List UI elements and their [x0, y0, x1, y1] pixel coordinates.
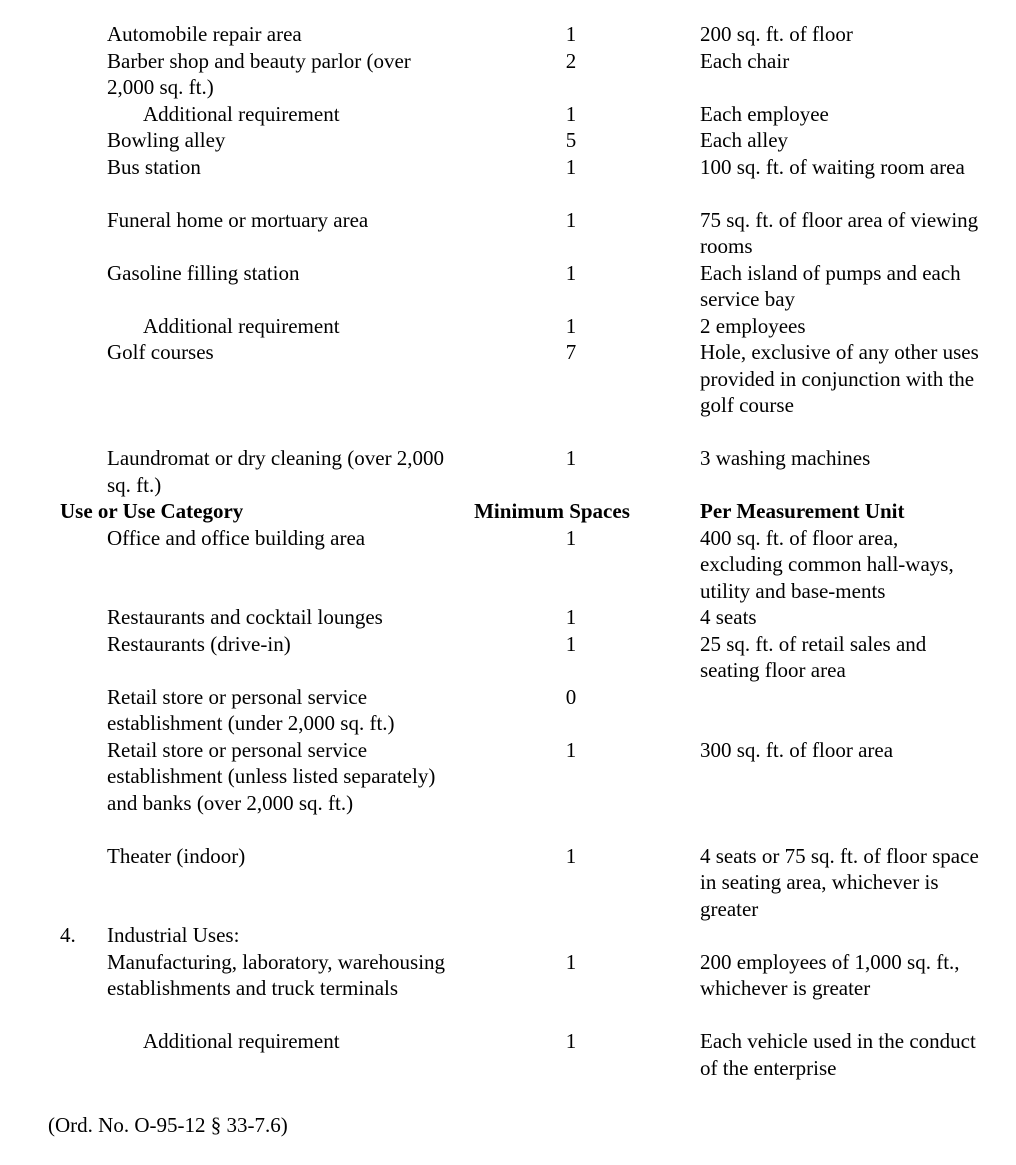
table-row: [0, 843, 1016, 923]
use-category-cell: Manufacturing, laboratory, warehousing establishments and truck terminals: [107, 949, 446, 1000]
use-category-cell: Laundromat or dry cleaning (over 2,000 sq. ft.): [107, 446, 445, 497]
table-row: [0, 101, 1016, 128]
measurement-unit-cell: 3 washing machines: [700, 446, 871, 470]
use-category-cell: Golf courses: [107, 340, 214, 364]
minimum-spaces-cell: 1: [565, 260, 577, 285]
measurement-unit-cell: 100 sq. ft. of waiting room area: [700, 154, 965, 179]
use-category-cell: Office and office building area: [107, 525, 366, 550]
measurement-unit-cell: 200 employees of 1,000 sq. ft., whichever is greater: [700, 949, 960, 1000]
use-category-cell: Additional requirement: [143, 101, 340, 126]
minimum-spaces-cell: 1: [565, 737, 577, 762]
table-row: [0, 737, 1016, 843]
use-category-cell: Restaurants and cocktail lounges: [107, 605, 383, 629]
table-row: [0, 127, 1016, 154]
minimum-spaces-cell: 1: [565, 446, 577, 470]
minimum-spaces-cell: 7: [565, 340, 577, 364]
measurement-unit-cell: Each vehicle used in the conduct of the enterprise: [700, 1029, 976, 1080]
use-category-cell: Restaurants (drive-in): [107, 631, 291, 656]
measurement-unit-cell: 200 sq. ft. of floor: [700, 22, 853, 46]
measurement-unit-cell: Each island of pumps and each service bay: [700, 260, 961, 311]
minimum-spaces-cell: 2: [565, 48, 577, 73]
use-category-cell: Retail store or personal service establishment (under 2,000 sq. ft.): [107, 684, 395, 735]
minimum-spaces-cell: 1: [565, 1029, 577, 1053]
table-row: [0, 684, 1016, 737]
table-row: [0, 260, 1016, 313]
table-row: [0, 445, 1016, 498]
table-row: [0, 604, 1016, 631]
header-measurement-unit: Per Measurement Unit: [700, 499, 905, 523]
column-header-row: [0, 498, 1016, 525]
measurement-unit-cell: Each employee: [700, 101, 829, 126]
table-row: [0, 154, 1016, 207]
use-category-cell: Gasoline filling station: [107, 260, 300, 285]
section-title: Industrial Uses:: [107, 923, 240, 947]
table-row: [0, 631, 1016, 684]
minimum-spaces-cell: 1: [565, 207, 577, 232]
section-number: 4.: [60, 923, 76, 947]
use-category-cell: Funeral home or mortuary area: [107, 207, 369, 232]
table-row: [0, 525, 1016, 605]
ordinance-citation: (Ord. No. O-95-12 § 33-7.6): [48, 1113, 288, 1137]
measurement-unit-cell: 400 sq. ft. of floor area, excluding common hall-ways, utility and base-ments: [700, 525, 954, 603]
minimum-spaces-cell: 5: [565, 128, 577, 152]
minimum-spaces-cell: 1: [565, 525, 577, 550]
parking-requirements-table: [0, 21, 1016, 1081]
measurement-unit-cell: Each alley: [700, 128, 789, 152]
minimum-spaces-cell: 1: [565, 631, 577, 656]
minimum-spaces-cell: 1: [565, 843, 577, 868]
use-category-cell: Retail store or personal service establishment (unless listed separately) and banks (over 2,000 sq. ft.): [107, 737, 436, 815]
minimum-spaces-cell: 1: [565, 949, 577, 974]
measurement-unit-cell: 4 seats: [700, 605, 757, 629]
header-minimum-spaces: Minimum Spaces: [474, 499, 630, 523]
minimum-spaces-cell: 1: [565, 605, 577, 629]
use-category-cell: Automobile repair area: [107, 22, 302, 46]
section-heading-row: [0, 922, 1016, 949]
measurement-unit-cell: Hole, exclusive of any other uses provided in conjunction with the golf course: [700, 340, 979, 417]
measurement-unit-cell: Each chair: [700, 48, 790, 73]
minimum-spaces-cell: 1: [565, 101, 577, 126]
use-category-cell: Additional requirement: [143, 1029, 340, 1053]
table-row: [0, 339, 1016, 445]
measurement-unit-cell: 75 sq. ft. of floor area of viewing rooms: [700, 207, 979, 258]
use-category-cell: Barber shop and beauty parlor (over 2,000 sq. ft.): [107, 48, 411, 99]
table-row: [0, 21, 1016, 48]
minimum-spaces-cell: 0: [565, 684, 577, 709]
use-category-cell: Bowling alley: [107, 128, 226, 152]
measurement-unit-cell: 300 sq. ft. of floor area: [700, 737, 894, 762]
measurement-unit-cell: 2 employees: [700, 313, 806, 338]
header-use-category: Use or Use Category: [60, 499, 244, 523]
table-row: [0, 207, 1016, 260]
use-category-cell: Bus station: [107, 154, 201, 179]
minimum-spaces-cell: 1: [565, 313, 577, 338]
minimum-spaces-cell: 1: [565, 154, 577, 179]
table-row: [0, 1028, 1016, 1081]
measurement-unit-cell: 4 seats or 75 sq. ft. of floor space in seating area, whichever is greater: [700, 843, 979, 921]
use-category-cell: Theater (indoor): [107, 843, 246, 868]
minimum-spaces-cell: 1: [565, 22, 577, 46]
measurement-unit-cell: 25 sq. ft. of retail sales and seating floor area: [700, 631, 927, 682]
table-row: [0, 48, 1016, 101]
table-row: [0, 949, 1016, 1029]
table-row: [0, 313, 1016, 340]
use-category-cell: Additional requirement: [143, 313, 340, 338]
